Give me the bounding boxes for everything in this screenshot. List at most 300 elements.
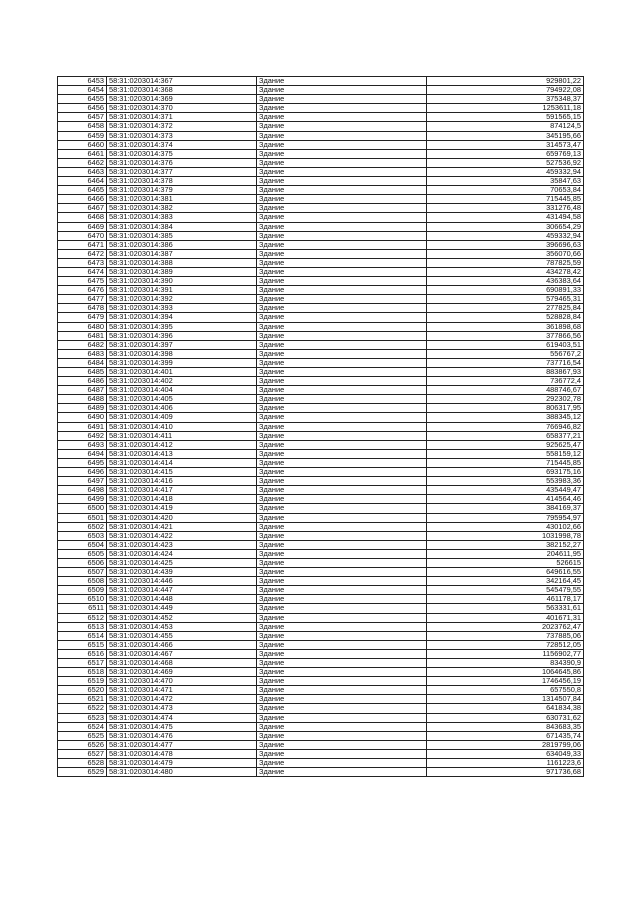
row-number: 6525 bbox=[58, 731, 107, 740]
row-number: 6494 bbox=[58, 449, 107, 458]
cadastral-number: 58:31:0203014:389 bbox=[107, 267, 257, 276]
table-row bbox=[58, 722, 584, 731]
row-number: 6479 bbox=[58, 313, 107, 322]
cadastral-value: 641834,38 bbox=[427, 704, 584, 713]
row-number: 6496 bbox=[58, 468, 107, 477]
row-number: 6484 bbox=[58, 358, 107, 367]
cadastral-number: 58:31:0203014:424 bbox=[107, 549, 257, 558]
table-row bbox=[58, 86, 584, 95]
row-number: 6507 bbox=[58, 568, 107, 577]
cadastral-value: 526615 bbox=[427, 558, 584, 567]
cadastral-value: 396696,63 bbox=[427, 240, 584, 249]
object-type: Здание bbox=[257, 495, 427, 504]
row-number: 6489 bbox=[58, 404, 107, 413]
row-number: 6466 bbox=[58, 195, 107, 204]
cadastral-value: 1314507,84 bbox=[427, 695, 584, 704]
cadastral-value: 1064645,86 bbox=[427, 668, 584, 677]
cadastral-number: 58:31:0203014:386 bbox=[107, 240, 257, 249]
cadastral-number: 58:31:0203014:385 bbox=[107, 231, 257, 240]
row-number: 6501 bbox=[58, 513, 107, 522]
cadastral-number: 58:31:0203014:439 bbox=[107, 568, 257, 577]
cadastral-number: 58:31:0203014:368 bbox=[107, 86, 257, 95]
row-number: 6524 bbox=[58, 722, 107, 731]
table-row bbox=[58, 77, 584, 86]
cadastral-value: 331276,48 bbox=[427, 204, 584, 213]
row-number: 6520 bbox=[58, 686, 107, 695]
row-number: 6502 bbox=[58, 522, 107, 531]
cadastral-value: 292302,78 bbox=[427, 395, 584, 404]
table-row bbox=[58, 122, 584, 131]
cadastral-value: 671435,74 bbox=[427, 731, 584, 740]
table-row bbox=[58, 158, 584, 167]
cadastral-number: 58:31:0203014:367 bbox=[107, 77, 257, 86]
cadastral-number: 58:31:0203014:376 bbox=[107, 158, 257, 167]
object-type: Здание bbox=[257, 668, 427, 677]
object-type: Здание bbox=[257, 267, 427, 276]
cadastral-number: 58:31:0203014:373 bbox=[107, 131, 257, 140]
cadastral-number: 58:31:0203014:410 bbox=[107, 422, 257, 431]
table-row bbox=[58, 713, 584, 722]
object-type: Здание bbox=[257, 358, 427, 367]
cadastral-value: 971736,68 bbox=[427, 768, 584, 777]
cadastral-value: 630731,62 bbox=[427, 713, 584, 722]
cadastral-number: 58:31:0203014:372 bbox=[107, 122, 257, 131]
cadastral-number: 58:31:0203014:397 bbox=[107, 340, 257, 349]
cadastral-value: 2819799,06 bbox=[427, 740, 584, 749]
table-row bbox=[58, 186, 584, 195]
object-type: Здание bbox=[257, 613, 427, 622]
row-number: 6521 bbox=[58, 695, 107, 704]
cadastral-number: 58:31:0203014:383 bbox=[107, 213, 257, 222]
cadastral-value: 345195,66 bbox=[427, 131, 584, 140]
table-row bbox=[58, 631, 584, 640]
table-row bbox=[58, 195, 584, 204]
object-type: Здание bbox=[257, 577, 427, 586]
row-number: 6495 bbox=[58, 458, 107, 467]
row-number: 6475 bbox=[58, 277, 107, 286]
cadastral-number: 58:31:0203014:390 bbox=[107, 277, 257, 286]
object-type: Здание bbox=[257, 340, 427, 349]
table-row bbox=[58, 295, 584, 304]
table-row bbox=[58, 131, 584, 140]
object-type: Здание bbox=[257, 686, 427, 695]
object-type: Здание bbox=[257, 704, 427, 713]
cadastral-value: 1746456,19 bbox=[427, 677, 584, 686]
cadastral-value: 2023762,47 bbox=[427, 622, 584, 631]
table-row bbox=[58, 486, 584, 495]
object-type: Здание bbox=[257, 95, 427, 104]
table-row bbox=[58, 104, 584, 113]
row-number: 6473 bbox=[58, 258, 107, 267]
cadastral-value: 431494,58 bbox=[427, 213, 584, 222]
row-number: 6519 bbox=[58, 677, 107, 686]
cadastral-number: 58:31:0203014:406 bbox=[107, 404, 257, 413]
object-type: Здание bbox=[257, 77, 427, 86]
cadastral-number: 58:31:0203014:415 bbox=[107, 468, 257, 477]
object-type: Здание bbox=[257, 677, 427, 686]
cadastral-value: 342164,45 bbox=[427, 577, 584, 586]
cadastral-number: 58:31:0203014:419 bbox=[107, 504, 257, 513]
cadastral-value: 401671,31 bbox=[427, 613, 584, 622]
row-number: 6504 bbox=[58, 540, 107, 549]
table-row bbox=[58, 149, 584, 158]
object-type: Здание bbox=[257, 104, 427, 113]
table-row bbox=[58, 768, 584, 777]
cadastral-number: 58:31:0203014:377 bbox=[107, 167, 257, 176]
cadastral-number: 58:31:0203014:374 bbox=[107, 140, 257, 149]
cadastral-value: 528828,84 bbox=[427, 313, 584, 322]
object-type: Здание bbox=[257, 431, 427, 440]
object-type: Здание bbox=[257, 458, 427, 467]
row-number: 6529 bbox=[58, 768, 107, 777]
cadastral-number: 58:31:0203014:447 bbox=[107, 586, 257, 595]
row-number: 6490 bbox=[58, 413, 107, 422]
cadastral-number: 58:31:0203014:371 bbox=[107, 113, 257, 122]
table-row bbox=[58, 431, 584, 440]
table-row bbox=[58, 677, 584, 686]
cadastral-value: 690891,33 bbox=[427, 286, 584, 295]
table-row bbox=[58, 659, 584, 668]
table-row bbox=[58, 704, 584, 713]
object-type: Здание bbox=[257, 749, 427, 758]
cadastral-value: 579465,31 bbox=[427, 295, 584, 304]
cadastral-number: 58:31:0203014:449 bbox=[107, 604, 257, 613]
row-number: 6510 bbox=[58, 595, 107, 604]
cadastral-value: 461178,17 bbox=[427, 595, 584, 604]
table-row bbox=[58, 331, 584, 340]
row-number: 6455 bbox=[58, 95, 107, 104]
object-type: Здание bbox=[257, 713, 427, 722]
row-number: 6463 bbox=[58, 167, 107, 176]
cadastral-value: 414564,46 bbox=[427, 495, 584, 504]
row-number: 6464 bbox=[58, 177, 107, 186]
object-type: Здание bbox=[257, 286, 427, 295]
cadastral-number: 58:31:0203014:384 bbox=[107, 222, 257, 231]
object-type: Здание bbox=[257, 695, 427, 704]
object-type: Здание bbox=[257, 158, 427, 167]
row-number: 6472 bbox=[58, 249, 107, 258]
cadastral-number: 58:31:0203014:423 bbox=[107, 540, 257, 549]
cadastral-value: 382152,27 bbox=[427, 540, 584, 549]
cadastral-value: 658377,21 bbox=[427, 431, 584, 440]
table-row bbox=[58, 231, 584, 240]
table-row bbox=[58, 258, 584, 267]
row-number: 6500 bbox=[58, 504, 107, 513]
cadastral-value: 434278,42 bbox=[427, 267, 584, 276]
table-row bbox=[58, 522, 584, 531]
row-number: 6523 bbox=[58, 713, 107, 722]
cadastral-number: 58:31:0203014:473 bbox=[107, 704, 257, 713]
object-type: Здание bbox=[257, 222, 427, 231]
cadastral-value: 659769,13 bbox=[427, 149, 584, 158]
cadastral-value: 459332,94 bbox=[427, 231, 584, 240]
cadastral-value: 1253611,18 bbox=[427, 104, 584, 113]
table-row bbox=[58, 759, 584, 768]
row-number: 6506 bbox=[58, 558, 107, 567]
table-row bbox=[58, 386, 584, 395]
cadastral-number: 58:31:0203014:471 bbox=[107, 686, 257, 695]
object-type: Здание bbox=[257, 122, 427, 131]
cadastral-number: 58:31:0203014:398 bbox=[107, 349, 257, 358]
row-number: 6509 bbox=[58, 586, 107, 595]
table-row bbox=[58, 213, 584, 222]
row-number: 6486 bbox=[58, 377, 107, 386]
cadastral-number: 58:31:0203014:382 bbox=[107, 204, 257, 213]
cadastral-number: 58:31:0203014:469 bbox=[107, 668, 257, 677]
row-number: 6491 bbox=[58, 422, 107, 431]
cadastral-value: 488746,67 bbox=[427, 386, 584, 395]
table-row bbox=[58, 113, 584, 122]
cadastral-number: 58:31:0203014:393 bbox=[107, 304, 257, 313]
cadastral-value: 591565,15 bbox=[427, 113, 584, 122]
row-number: 6492 bbox=[58, 431, 107, 440]
object-type: Здание bbox=[257, 649, 427, 658]
table-row bbox=[58, 368, 584, 377]
object-type: Здание bbox=[257, 195, 427, 204]
cadastral-number: 58:31:0203014:466 bbox=[107, 640, 257, 649]
cadastral-value: 527536,92 bbox=[427, 158, 584, 167]
row-number: 6482 bbox=[58, 340, 107, 349]
cadastral-number: 58:31:0203014:387 bbox=[107, 249, 257, 258]
object-type: Здание bbox=[257, 258, 427, 267]
object-type: Здание bbox=[257, 167, 427, 176]
cadastral-value: 556767,2 bbox=[427, 349, 584, 358]
object-type: Здание bbox=[257, 631, 427, 640]
cadastral-value: 929801,22 bbox=[427, 77, 584, 86]
cadastral-number: 58:31:0203014:421 bbox=[107, 522, 257, 531]
cadastral-number: 58:31:0203014:370 bbox=[107, 104, 257, 113]
object-type: Здание bbox=[257, 449, 427, 458]
row-number: 6478 bbox=[58, 304, 107, 313]
object-type: Здание bbox=[257, 395, 427, 404]
cadastral-value: 657550,8 bbox=[427, 686, 584, 695]
table-row bbox=[58, 686, 584, 695]
object-type: Здание bbox=[257, 640, 427, 649]
table-row bbox=[58, 640, 584, 649]
object-type: Здание bbox=[257, 768, 427, 777]
cadastral-value: 806317,95 bbox=[427, 404, 584, 413]
row-number: 6481 bbox=[58, 331, 107, 340]
row-number: 6469 bbox=[58, 222, 107, 231]
cadastral-value: 649616,55 bbox=[427, 568, 584, 577]
table-row bbox=[58, 731, 584, 740]
row-number: 6527 bbox=[58, 749, 107, 758]
table-row bbox=[58, 531, 584, 540]
object-type: Здание bbox=[257, 240, 427, 249]
object-type: Здание bbox=[257, 213, 427, 222]
object-type: Здание bbox=[257, 540, 427, 549]
table-row bbox=[58, 422, 584, 431]
cadastral-value: 558159,12 bbox=[427, 449, 584, 458]
cadastral-value: 766946,82 bbox=[427, 422, 584, 431]
cadastral-number: 58:31:0203014:411 bbox=[107, 431, 257, 440]
object-type: Здание bbox=[257, 595, 427, 604]
cadastral-value: 314573,47 bbox=[427, 140, 584, 149]
cadastral-number: 58:31:0203014:472 bbox=[107, 695, 257, 704]
object-type: Здание bbox=[257, 513, 427, 522]
cadastral-value: 874124,5 bbox=[427, 122, 584, 131]
cadastral-number: 58:31:0203014:448 bbox=[107, 595, 257, 604]
row-number: 6499 bbox=[58, 495, 107, 504]
cadastral-number: 58:31:0203014:455 bbox=[107, 631, 257, 640]
table-row bbox=[58, 613, 584, 622]
table-row bbox=[58, 358, 584, 367]
table-row bbox=[58, 568, 584, 577]
object-type: Здание bbox=[257, 568, 427, 577]
row-number: 6456 bbox=[58, 104, 107, 113]
cadastral-number: 58:31:0203014:477 bbox=[107, 740, 257, 749]
row-number: 6471 bbox=[58, 240, 107, 249]
object-type: Здание bbox=[257, 304, 427, 313]
cadastral-number: 58:31:0203014:452 bbox=[107, 613, 257, 622]
row-number: 6528 bbox=[58, 759, 107, 768]
object-type: Здание bbox=[257, 386, 427, 395]
object-type: Здание bbox=[257, 468, 427, 477]
row-number: 6487 bbox=[58, 386, 107, 395]
row-number: 6457 bbox=[58, 113, 107, 122]
table-row bbox=[58, 549, 584, 558]
table-row bbox=[58, 404, 584, 413]
cadastral-value: 306654,29 bbox=[427, 222, 584, 231]
cadastral-value: 545479,55 bbox=[427, 586, 584, 595]
cadastral-number: 58:31:0203014:413 bbox=[107, 449, 257, 458]
object-type: Здание bbox=[257, 604, 427, 613]
row-number: 6467 bbox=[58, 204, 107, 213]
row-number: 6461 bbox=[58, 149, 107, 158]
row-number: 6462 bbox=[58, 158, 107, 167]
table-row bbox=[58, 540, 584, 549]
table-row bbox=[58, 586, 584, 595]
table-row bbox=[58, 440, 584, 449]
object-type: Здание bbox=[257, 86, 427, 95]
cadastral-value: 430102,66 bbox=[427, 522, 584, 531]
cadastral-number: 58:31:0203014:474 bbox=[107, 713, 257, 722]
table-row bbox=[58, 204, 584, 213]
cadastral-value: 795954,97 bbox=[427, 513, 584, 522]
row-number: 6474 bbox=[58, 267, 107, 276]
row-number: 6518 bbox=[58, 668, 107, 677]
cadastral-value: 737885,06 bbox=[427, 631, 584, 640]
object-type: Здание bbox=[257, 586, 427, 595]
row-number: 6503 bbox=[58, 531, 107, 540]
table-row bbox=[58, 140, 584, 149]
table-row bbox=[58, 240, 584, 249]
cadastral-value: 693175,16 bbox=[427, 468, 584, 477]
row-number: 6459 bbox=[58, 131, 107, 140]
table-row bbox=[58, 222, 584, 231]
cadastral-value: 277825,84 bbox=[427, 304, 584, 313]
table-row bbox=[58, 458, 584, 467]
row-number: 6515 bbox=[58, 640, 107, 649]
cadastral-number: 58:31:0203014:392 bbox=[107, 295, 257, 304]
object-type: Здание bbox=[257, 249, 427, 258]
row-number: 6465 bbox=[58, 186, 107, 195]
row-number: 6516 bbox=[58, 649, 107, 658]
cadastral-value: 459332,94 bbox=[427, 167, 584, 176]
cadastral-number: 58:31:0203014:369 bbox=[107, 95, 257, 104]
cadastral-value: 35847,63 bbox=[427, 177, 584, 186]
row-number: 6517 bbox=[58, 659, 107, 668]
table-row bbox=[58, 322, 584, 331]
cadastral-number: 58:31:0203014:402 bbox=[107, 377, 257, 386]
row-number: 6483 bbox=[58, 349, 107, 358]
cadastral-value: 1161223,6 bbox=[427, 759, 584, 768]
object-type: Здание bbox=[257, 186, 427, 195]
object-type: Здание bbox=[257, 558, 427, 567]
object-type: Здание bbox=[257, 413, 427, 422]
row-number: 6470 bbox=[58, 231, 107, 240]
cadastral-number: 58:31:0203014:478 bbox=[107, 749, 257, 758]
cadastral-value: 361898,68 bbox=[427, 322, 584, 331]
cadastral-number: 58:31:0203014:416 bbox=[107, 477, 257, 486]
cadastral-value: 634049,33 bbox=[427, 749, 584, 758]
table-row bbox=[58, 340, 584, 349]
row-number: 6476 bbox=[58, 286, 107, 295]
object-type: Здание bbox=[257, 231, 427, 240]
row-number: 6480 bbox=[58, 322, 107, 331]
table-row bbox=[58, 740, 584, 749]
cadastral-number: 58:31:0203014:394 bbox=[107, 313, 257, 322]
cadastral-value: 356070,66 bbox=[427, 249, 584, 258]
cadastral-value: 834390,9 bbox=[427, 659, 584, 668]
cadastral-number: 58:31:0203014:409 bbox=[107, 413, 257, 422]
object-type: Здание bbox=[257, 368, 427, 377]
cadastral-number: 58:31:0203014:395 bbox=[107, 322, 257, 331]
object-type: Здание bbox=[257, 486, 427, 495]
cadastral-number: 58:31:0203014:479 bbox=[107, 759, 257, 768]
object-type: Здание bbox=[257, 504, 427, 513]
cadastral-value: 388345,12 bbox=[427, 413, 584, 422]
cadastral-number: 58:31:0203014:379 bbox=[107, 186, 257, 195]
cadastral-number: 58:31:0203014:388 bbox=[107, 258, 257, 267]
object-type: Здание bbox=[257, 440, 427, 449]
cadastral-number: 58:31:0203014:417 bbox=[107, 486, 257, 495]
cadastral-number: 58:31:0203014:381 bbox=[107, 195, 257, 204]
table-body bbox=[58, 77, 584, 777]
row-number: 6453 bbox=[58, 77, 107, 86]
object-type: Здание bbox=[257, 531, 427, 540]
cadastral-number: 58:31:0203014:468 bbox=[107, 659, 257, 668]
cadastral-value: 1031998,78 bbox=[427, 531, 584, 540]
object-type: Здание bbox=[257, 131, 427, 140]
row-number: 6508 bbox=[58, 577, 107, 586]
row-number: 6454 bbox=[58, 86, 107, 95]
table-row bbox=[58, 495, 584, 504]
cadastral-value: 435449,47 bbox=[427, 486, 584, 495]
table-row bbox=[58, 468, 584, 477]
table-row bbox=[58, 95, 584, 104]
cadastral-number: 58:31:0203014:404 bbox=[107, 386, 257, 395]
cadastral-value: 728512,05 bbox=[427, 640, 584, 649]
cadastral-number: 58:31:0203014:420 bbox=[107, 513, 257, 522]
cadastral-number: 58:31:0203014:375 bbox=[107, 149, 257, 158]
object-type: Здание bbox=[257, 477, 427, 486]
cadastral-number: 58:31:0203014:480 bbox=[107, 768, 257, 777]
row-number: 6526 bbox=[58, 740, 107, 749]
object-type: Здание bbox=[257, 731, 427, 740]
cadastral-number: 58:31:0203014:422 bbox=[107, 531, 257, 540]
table-row bbox=[58, 622, 584, 631]
table-row bbox=[58, 304, 584, 313]
object-type: Здание bbox=[257, 313, 427, 322]
cadastral-number: 58:31:0203014:391 bbox=[107, 286, 257, 295]
cadastral-number: 58:31:0203014:418 bbox=[107, 495, 257, 504]
cadastral-value: 1156902,77 bbox=[427, 649, 584, 658]
row-number: 6488 bbox=[58, 395, 107, 404]
cadastral-number: 58:31:0203014:378 bbox=[107, 177, 257, 186]
cadastral-value: 736772,4 bbox=[427, 377, 584, 386]
cadastral-value: 384169,37 bbox=[427, 504, 584, 513]
